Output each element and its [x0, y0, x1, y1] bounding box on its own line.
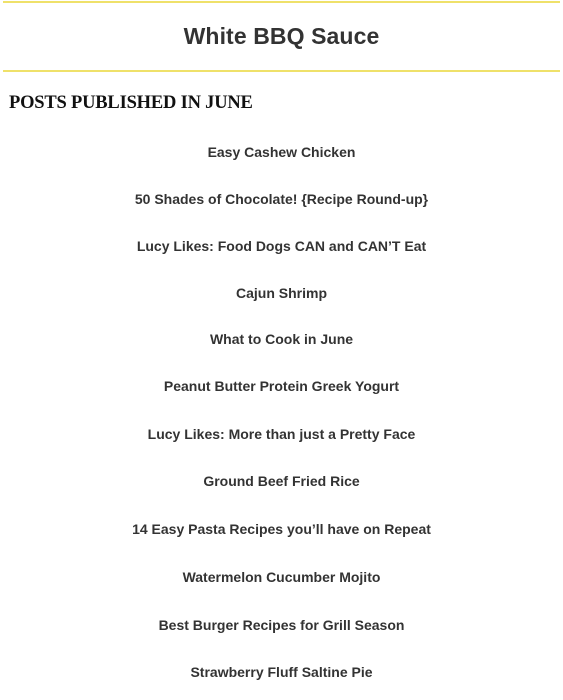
post-link[interactable]: Cajun Shrimp	[235, 285, 327, 301]
post-link[interactable]: Peanut Butter Protein Greek Yogurt	[163, 378, 400, 394]
list-item	[0, 660, 563, 684]
list-item	[0, 234, 563, 258]
post-link[interactable]: Ground Beef Fried Rice	[203, 473, 360, 489]
posts-section-heading: POSTS PUBLISHED IN JUNE	[9, 93, 253, 113]
post-link[interactable]: Easy Cashew Chicken	[207, 144, 356, 160]
list-item	[0, 374, 563, 398]
post-link[interactable]: 50 Shades of Chocolate! {Recipe Round-up}	[134, 191, 429, 207]
list-item	[0, 469, 563, 493]
post-link[interactable]: Best Burger Recipes for Grill Season	[158, 617, 405, 633]
list-item	[0, 187, 563, 211]
post-title-link[interactable]: White BBQ Sauce	[183, 23, 380, 49]
header-bottom-divider	[3, 70, 560, 72]
post-link[interactable]: Lucy Likes: Food Dogs CAN and CAN’T Eat	[136, 238, 427, 254]
list-item	[0, 140, 563, 164]
list-item	[0, 565, 563, 589]
post-link[interactable]: Watermelon Cucumber Mojito	[182, 569, 381, 585]
list-item	[0, 517, 563, 541]
list-item	[0, 281, 563, 305]
post-title-header	[3, 3, 560, 70]
list-item	[0, 613, 563, 637]
post-link[interactable]: 14 Easy Pasta Recipes you’ll have on Repeat	[132, 521, 431, 537]
post-link[interactable]: What to Cook in June	[209, 331, 354, 347]
list-item	[0, 327, 563, 351]
post-link[interactable]: Strawberry Fluff Saltine Pie	[190, 664, 373, 680]
list-item	[0, 422, 563, 446]
post-link[interactable]: Lucy Likes: More than just a Pretty Face	[147, 426, 416, 442]
